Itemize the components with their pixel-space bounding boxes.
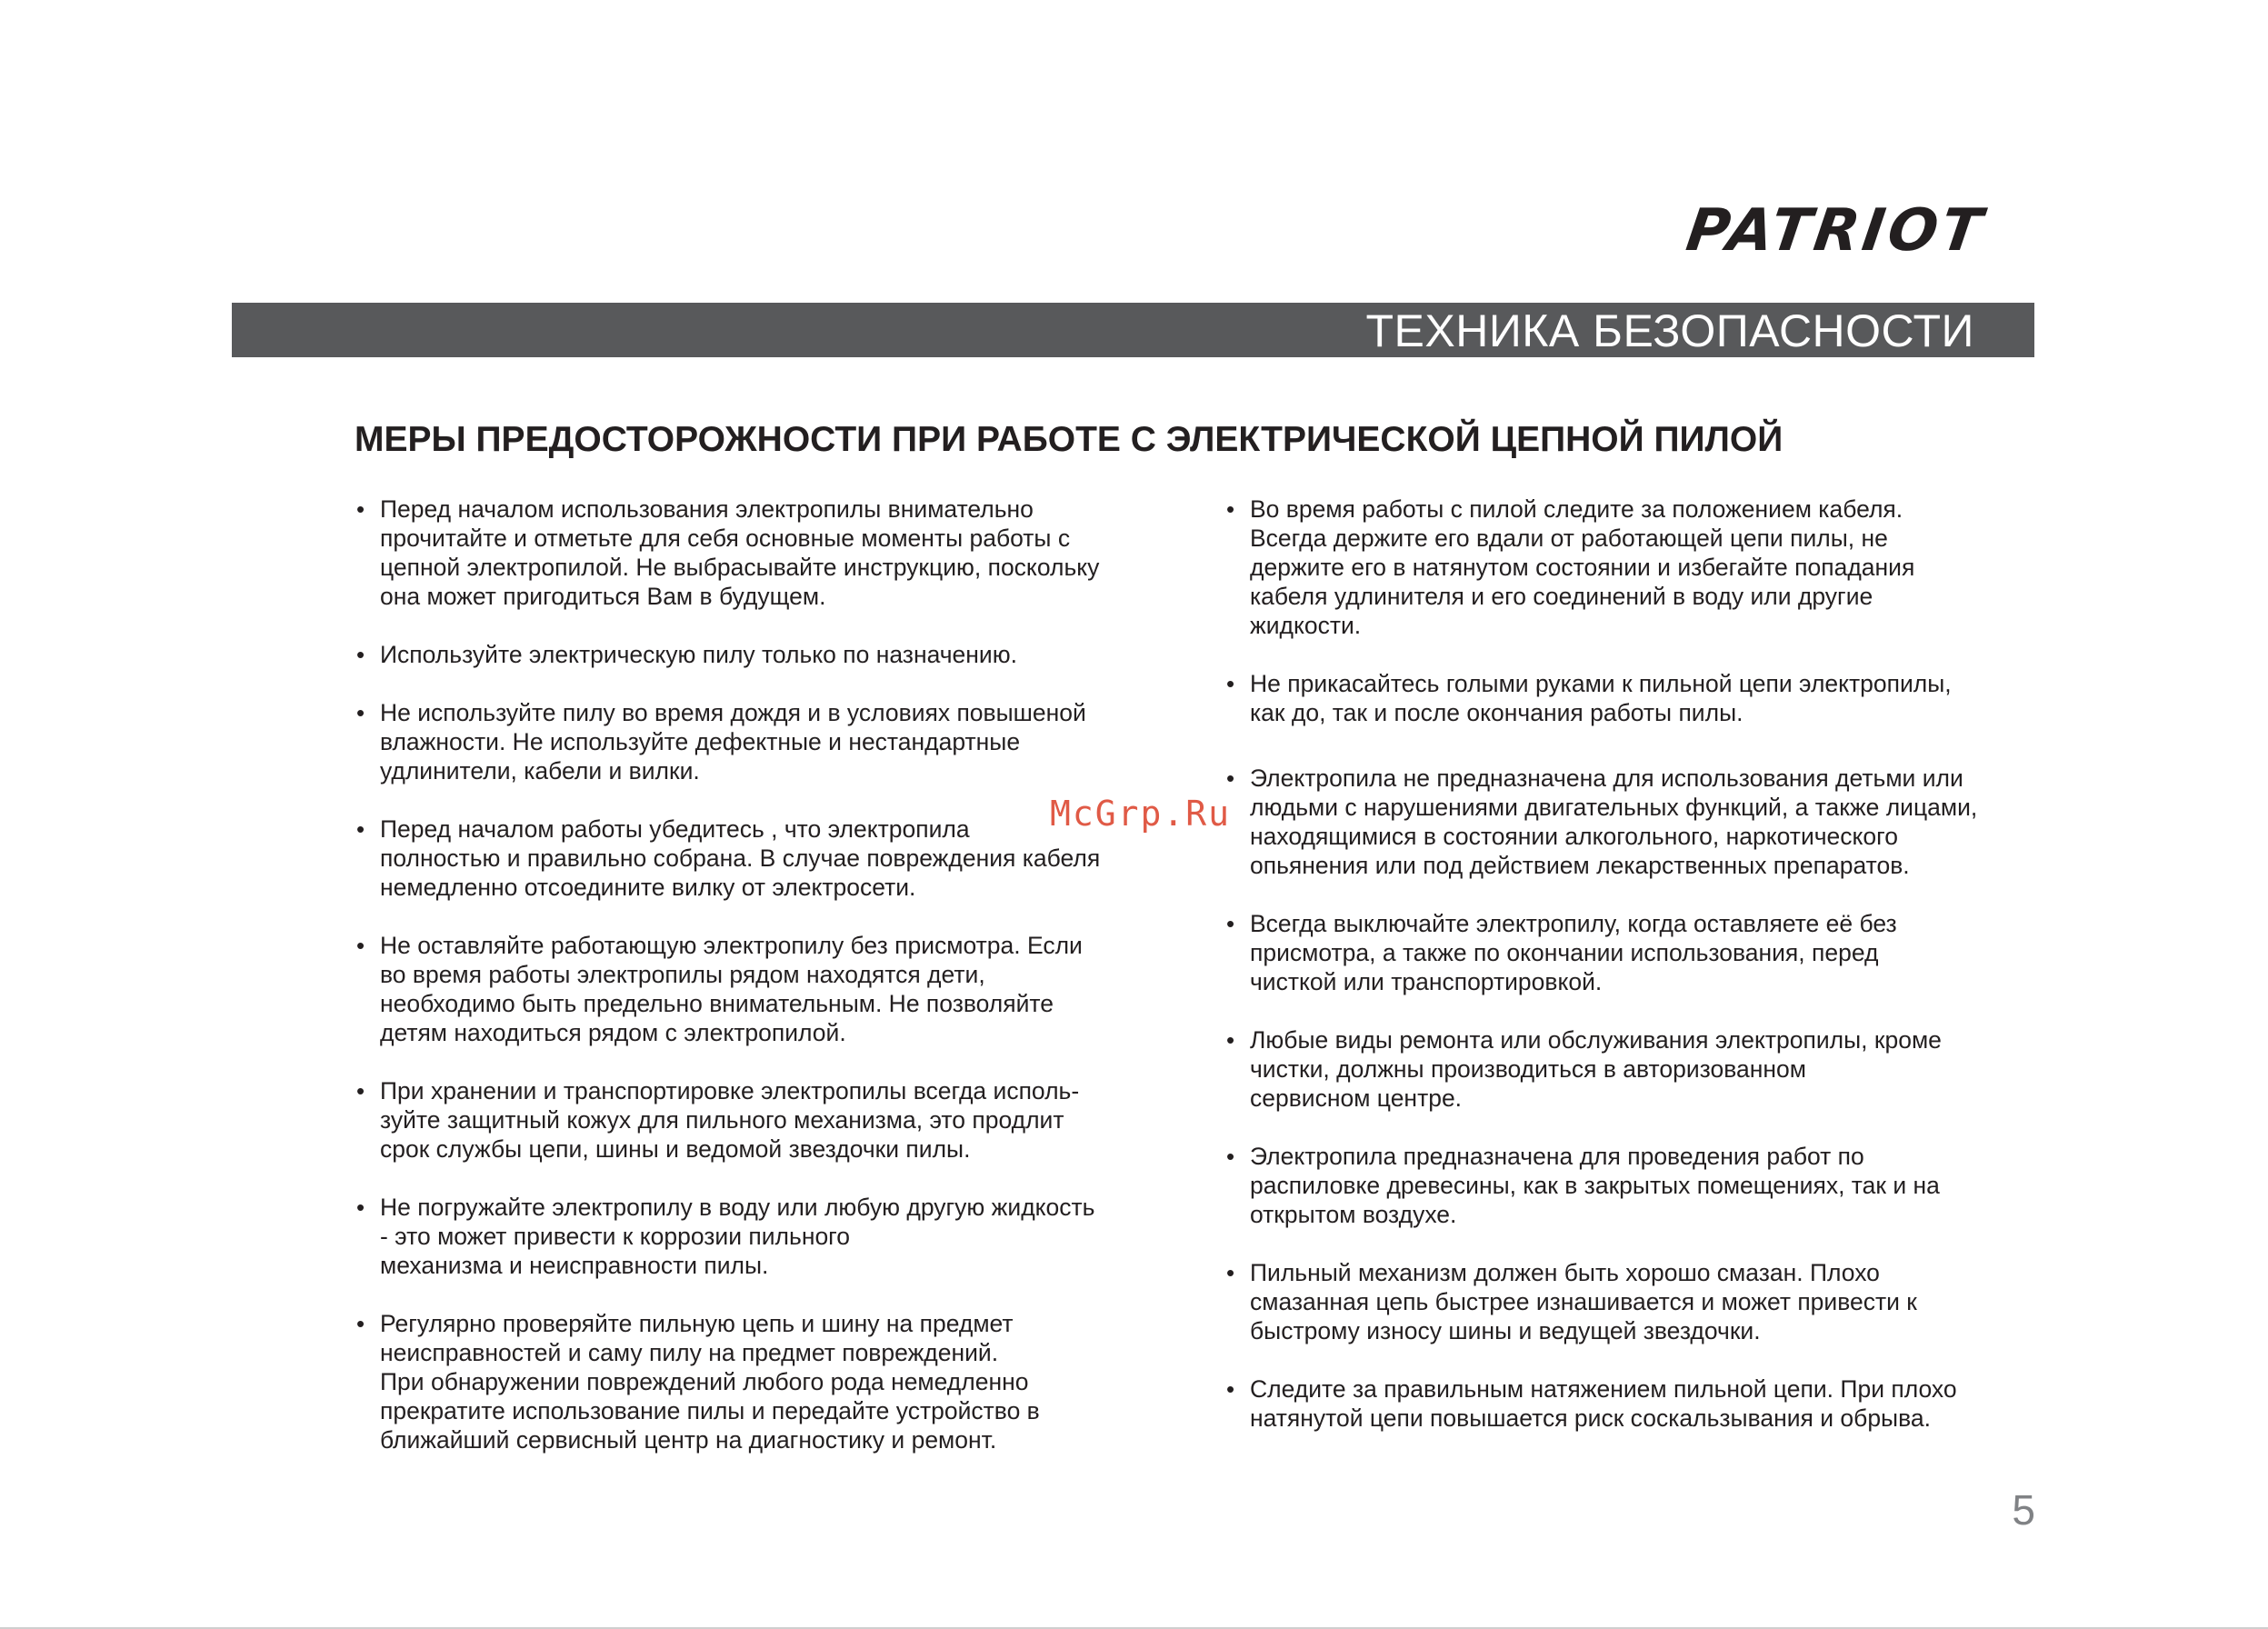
list-item <box>1226 1025 2044 1113</box>
list-item <box>356 1309 1174 1454</box>
bullet-icon: • <box>356 932 365 959</box>
bullet-icon: • <box>356 641 365 668</box>
bullet-icon: • <box>356 1077 365 1104</box>
list-item <box>356 495 1174 611</box>
bullet-icon: • <box>356 495 365 523</box>
bullet-icon: • <box>1226 1026 1235 1054</box>
list-item-text: Электропила предназначена для проведения работ по распиловке древесины, как в закрытых помещениях, так и на открытом воздухе. <box>1250 1143 1940 1228</box>
section-title-bar <box>232 303 2034 357</box>
bullet-icon: • <box>1226 670 1235 697</box>
list-item-text: Следите за правильным натяжением пильной цепи. При плохо натянутой цепи повышается риск соскальзывания и обрыва. <box>1250 1375 1957 1432</box>
list-item-text: Регулярно проверяйте пильную цепь и шину на предмет неисправностей и саму пилу на предмет повреждений. При обнаружении повреждений любого рода немедленно прекратите использование пилы и передайте устройство в ближайший сервисный центр на диагностику и ремонт. <box>380 1310 1040 1454</box>
list-item <box>1226 1258 2044 1345</box>
list-item-text: Любые виды ремонта или обслуживания электропилы, кроме чистки, должны производиться в авторизованном сервисном центре. <box>1250 1026 1942 1112</box>
list-item-text: Пильный механизм должен быть хорошо смазан. Плохо смазанная цепь быстрее изнашивается и может привести к быстрому износу шины и ведущей звездочки. <box>1250 1259 1917 1344</box>
list-item <box>1226 764 2044 880</box>
list-item <box>1226 669 2044 727</box>
bullet-icon: • <box>356 699 365 726</box>
bullet-icon: • <box>1226 1259 1235 1286</box>
watermark-link[interactable]: McGrp.Ru <box>1050 794 1232 834</box>
bullet-icon: • <box>1226 1375 1235 1403</box>
list-item-text: Используйте электрическую пилу только по назначению. <box>380 641 1017 668</box>
list-item <box>356 640 1174 669</box>
bullet-icon: • <box>356 1194 365 1221</box>
list-item <box>1226 495 2044 640</box>
bullet-icon: • <box>1226 495 1235 523</box>
list-item-text: Всегда выключайте электропилу, когда оставляете её без присмотра, а также по окончании использования, перед чисткой или транспортировкой. <box>1250 910 1897 995</box>
right-column-list <box>1226 495 2044 1462</box>
bullet-icon: • <box>1226 1143 1235 1170</box>
list-item-text: При хранении и транспортировке электропилы всегда исполь- зуйте защитный кожух для пильного механизма, это продлит срок службы цепи, шины и ведомой звездочки пилы. <box>380 1077 1080 1163</box>
list-item <box>356 1076 1174 1164</box>
left-column-list <box>356 495 1174 1484</box>
list-item-text: Не используйте пилу во время дождя и в условиях повышеной влажности. Не используйте дефектные и нестандартные удлинители, кабели и вилки. <box>380 699 1086 785</box>
list-item-text: Перед началом работы убедитесь , что электропила полностью и правильно собрана. В случае повреждения кабеля немедленно отсоедините вилку от электросети. <box>380 815 1101 901</box>
section-title: ТЕХНИКА БЕЗОПАСНОСТИ <box>1365 305 1974 356</box>
list-item <box>1226 1374 2044 1433</box>
bullet-icon: • <box>356 815 365 843</box>
list-item <box>1226 1142 2044 1229</box>
list-item-text: Не прикасайтесь голыми руками к пильной цепи электропилы, как до, так и после окончания работы пилы. <box>1250 670 1952 726</box>
page-number: 5 <box>2012 1486 2035 1534</box>
list-item <box>356 931 1174 1047</box>
bullet-icon: • <box>1226 765 1235 792</box>
list-item <box>356 1193 1174 1280</box>
list-item-text: Не оставляйте работающую электропилу без присмотра. Если во время работы электропилы рядом находятся дети, необходимо быть предельно внимательным. Не позволяйте детям находиться рядом с электропилой. <box>380 932 1083 1046</box>
patriot-logo: PATRIOT <box>1682 197 1990 265</box>
list-item-text: Электропила не предназначена для использования детьми или людьми с нарушениями двигательных функций, а также лицами, находящимися в состоянии алкогольного, наркотического опьянения или под действием лекарственных препаратов. <box>1250 765 1978 879</box>
bullet-icon: • <box>356 1310 365 1337</box>
list-item <box>356 698 1174 785</box>
list-item-text: Во время работы с пилой следите за положением кабеля. Всегда держите его вдали от работающей цепи пилы, не держите его в натянутом состоянии и избегайте попадания кабеля удлинителя и его соединений в воду или другие жидкости. <box>1250 495 1915 639</box>
list-item <box>1226 909 2044 996</box>
list-item-text: Перед началом использования электропилы внимательно прочитайте и отметьте для себя основные моменты работы с цепной электропилой. Не выбрасывайте инструкцию, поскольку она может пригодиться Вам в будущем. <box>380 495 1100 610</box>
list-item-text: Не погружайте электропилу в воду или любую другую жидкость - это может привести к коррозии пильного механизма и неисправности пилы. <box>380 1194 1095 1279</box>
page-heading: МЕРЫ ПРЕДОСТОРОЖНОСТИ ПРИ РАБОТЕ С ЭЛЕКТРИЧЕСКОЙ ЦЕПНОЙ ПИЛОЙ <box>355 420 1783 459</box>
bullet-icon: • <box>1226 910 1235 937</box>
